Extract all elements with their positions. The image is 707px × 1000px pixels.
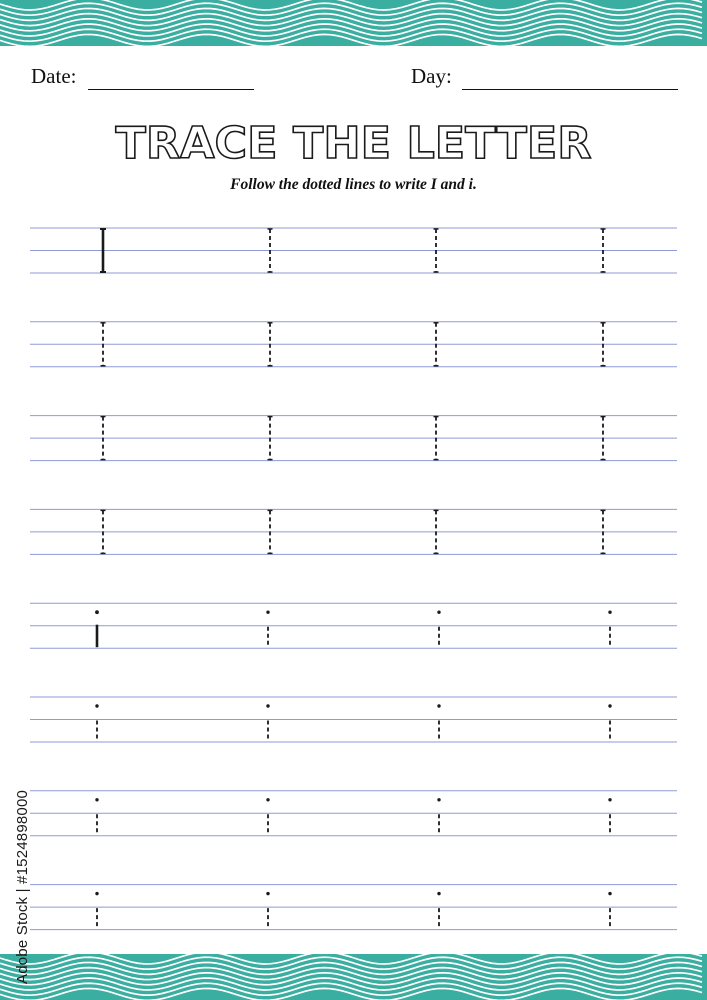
- lowercase-i-trace: [266, 892, 269, 929]
- lowercase-i-trace: [608, 798, 611, 835]
- lowercase-i-trace: [437, 798, 440, 835]
- tracing-row: [30, 603, 677, 648]
- lowercase-i-trace: [608, 704, 611, 741]
- lowercase-i-trace: [95, 704, 98, 741]
- lowercase-i-trace: [437, 611, 440, 648]
- lowercase-i-trace: [266, 704, 269, 741]
- date-label: Date:: [31, 64, 77, 88]
- lowercase-i-trace: [437, 892, 440, 929]
- lowercase-i-trace: [95, 798, 98, 835]
- lowercase-i-trace: [266, 611, 269, 648]
- tracing-row: [30, 322, 677, 367]
- lowercase-i-trace: [608, 892, 611, 929]
- tracing-row: [30, 885, 677, 930]
- day-label: Day:: [411, 64, 452, 88]
- lowercase-i-trace: [95, 610, 99, 647]
- tracing-row: [30, 228, 677, 273]
- lowercase-i-trace: [95, 892, 98, 929]
- tracing-row: [30, 509, 677, 554]
- lowercase-i-trace: [608, 611, 611, 648]
- tracing-row: [30, 697, 677, 742]
- tracing-row: [30, 791, 677, 836]
- title-text: TRACE THE LETTER: [115, 118, 592, 169]
- lowercase-i-trace: [266, 798, 269, 835]
- instruction-text: Follow the dotted lines to write I and i.: [230, 176, 477, 193]
- tracing-row: [30, 416, 677, 461]
- lowercase-i-trace: [437, 704, 440, 741]
- stock-id-watermark: Adobe Stock | #1524898000: [14, 789, 31, 984]
